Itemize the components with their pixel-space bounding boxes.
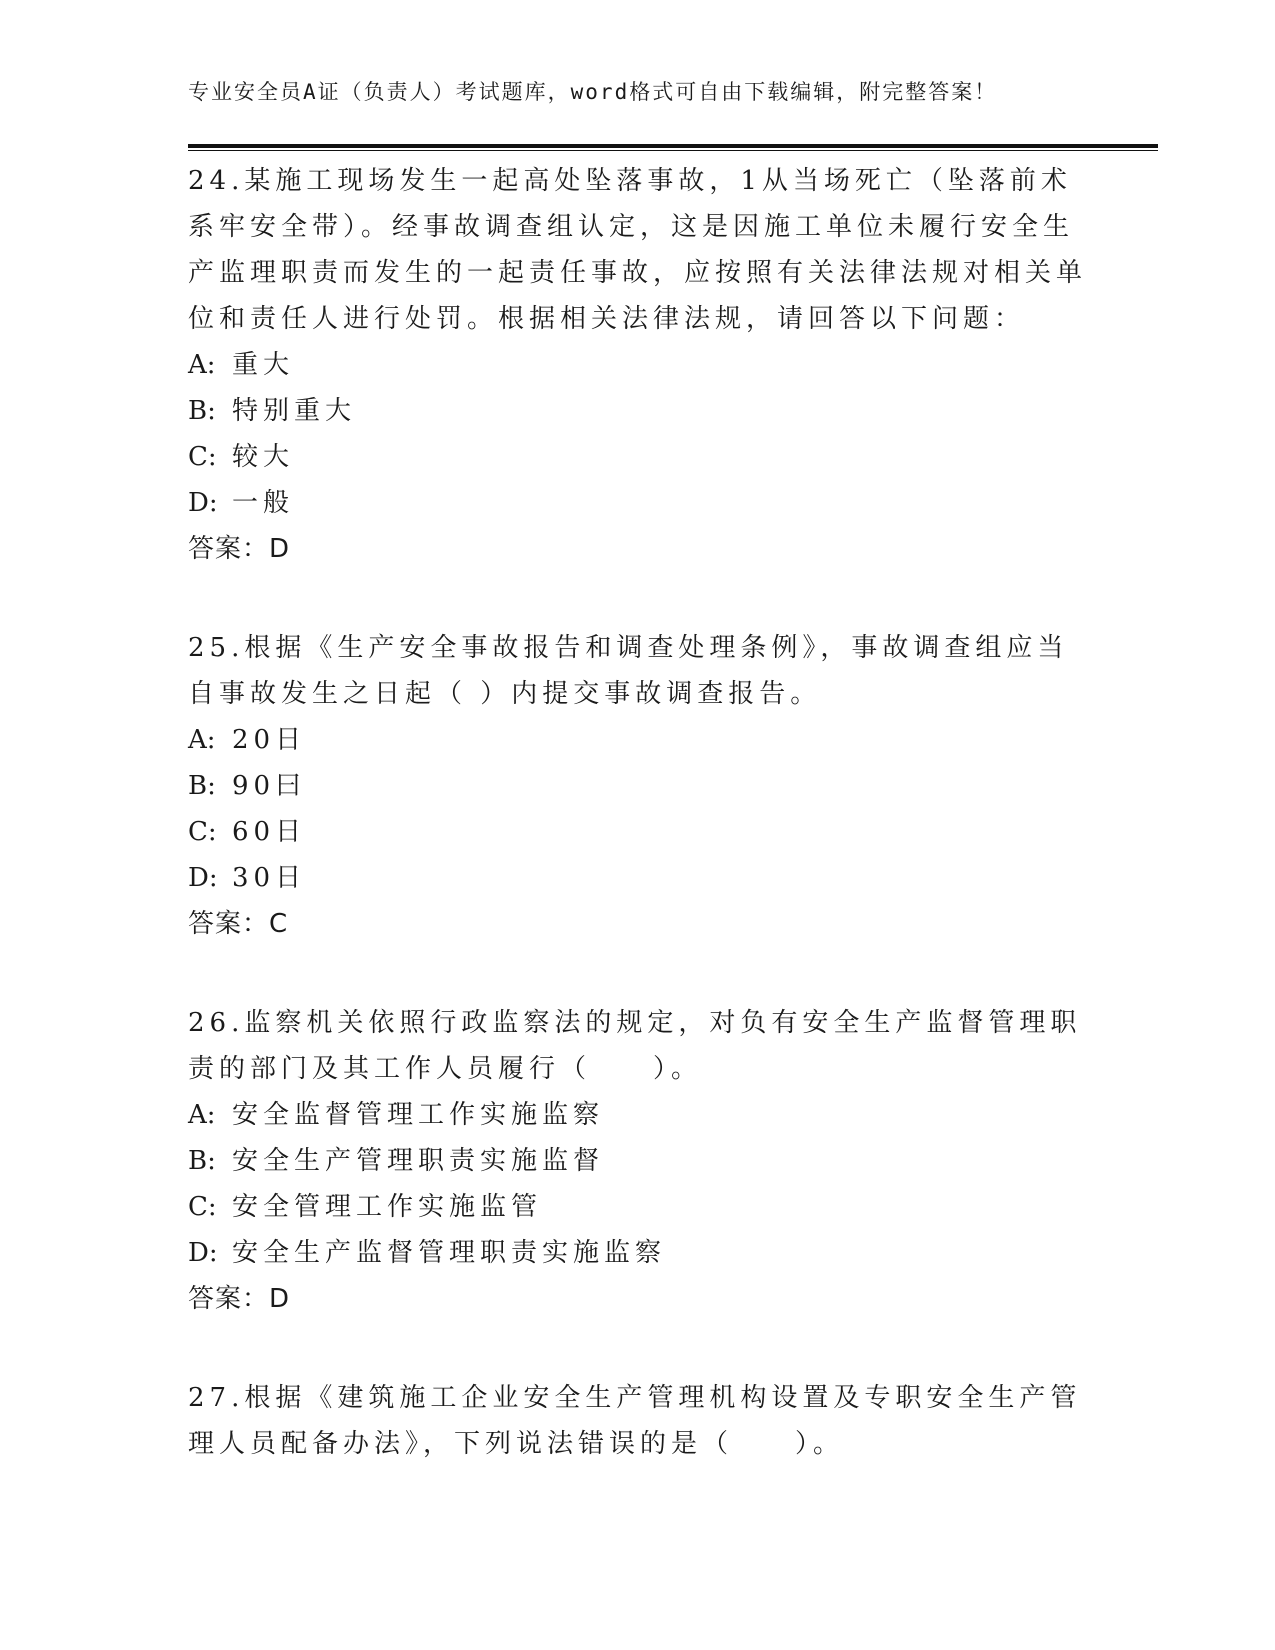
header-divider-thin: [188, 150, 1158, 151]
question-25: [188, 625, 1088, 947]
question-stem: 25.根据《生产安全事故报告和调查处理条例》，事故调查组应当自事故发生之日起（ ）内提交事故调查报告。: [188, 633, 1069, 709]
option-letter: A:: [188, 725, 216, 755]
option-letter: D:: [188, 1238, 218, 1268]
option-a: [188, 717, 1088, 763]
option-text: 30日: [232, 863, 307, 893]
option-a: [188, 342, 1088, 388]
option-c: [188, 434, 1088, 480]
answer-line: 答案：C: [188, 909, 289, 939]
option-text: 60日: [232, 817, 307, 847]
option-letter: D:: [188, 863, 218, 893]
question-stem: 26.监察机关依照行政监察法的规定，对负有安全生产监督管理职责的部门及其工作人员履行（ ）。: [188, 1008, 1082, 1084]
option-text: 重大: [232, 350, 295, 380]
option-text: 特别重大: [232, 396, 357, 426]
page-header: 专业安全员A证（负责人）考试题库，word格式可自由下载编辑，附完整答案！: [188, 80, 998, 104]
question-26: [188, 1000, 1088, 1322]
option-letter: A:: [188, 1100, 216, 1130]
option-c: [188, 1184, 1088, 1230]
question-list: [188, 158, 1088, 1520]
option-text: 较大: [232, 442, 295, 472]
option-text: 安全管理工作实施监管: [232, 1192, 543, 1222]
option-b: [188, 388, 1088, 434]
option-letter: D:: [188, 488, 218, 518]
question-stem: 24.某施工现场发生一起高处坠落事故，1从当场死亡（坠落前术系牢安全带）。经事故调查组认定，这是因施工单位未履行安全生产监理职责而发生的一起责任事故，应按照有关法律法规对相关单位和责任人进行处罚。根据相关法律法规，请回答以下问题：: [188, 166, 1088, 334]
option-letter: C:: [188, 1192, 217, 1222]
option-text: 安全生产管理职责实施监督: [232, 1146, 605, 1176]
option-letter: C:: [188, 442, 217, 472]
option-d: [188, 855, 1088, 901]
option-a: [188, 1092, 1088, 1138]
question-stem: 27.根据《建筑施工企业安全生产管理机构设置及专职安全生产管理人员配备办法》，下列说法错误的是（ ）。: [188, 1383, 1082, 1459]
option-b: [188, 763, 1088, 809]
option-d: [188, 480, 1088, 526]
option-text: 20日: [232, 725, 307, 755]
option-c: [188, 809, 1088, 855]
option-letter: B:: [188, 1146, 216, 1176]
answer-line: 答案：D: [188, 1284, 291, 1314]
answer-line: 答案：D: [188, 534, 291, 564]
option-text: 90曰: [232, 771, 307, 801]
question-27: [188, 1375, 1088, 1467]
option-text: 一般: [232, 488, 295, 518]
option-letter: B:: [188, 396, 216, 426]
question-24: [188, 158, 1088, 572]
option-d: [188, 1230, 1088, 1276]
option-letter: B:: [188, 771, 216, 801]
option-text: 安全监督管理工作实施监察: [232, 1100, 605, 1130]
option-letter: A:: [188, 350, 216, 380]
option-b: [188, 1138, 1088, 1184]
header-divider-thick: [188, 144, 1158, 148]
option-letter: C:: [188, 817, 217, 847]
option-text: 安全生产监督管理职责实施监察: [232, 1238, 667, 1268]
